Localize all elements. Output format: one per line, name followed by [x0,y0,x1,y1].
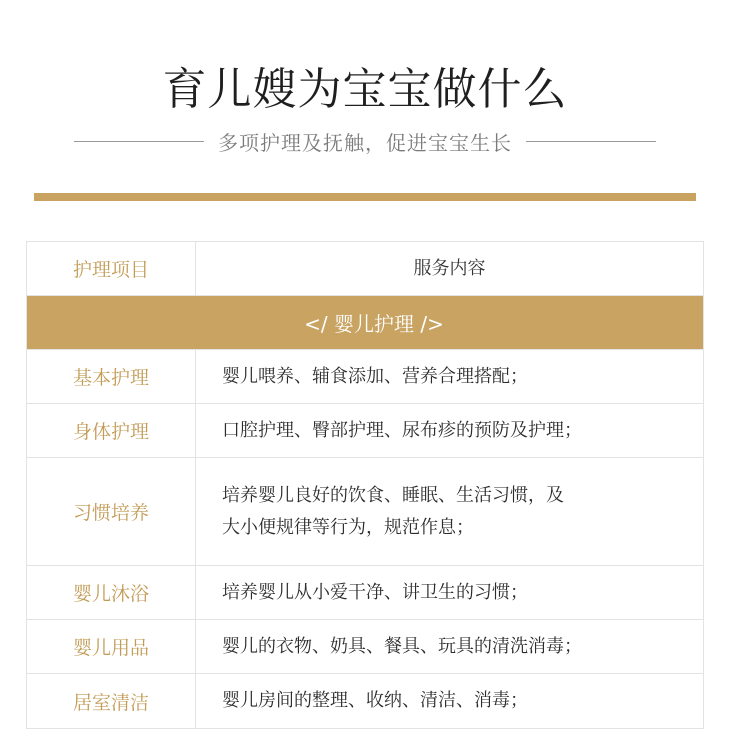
row-item-label: 基本护理 [27,350,196,403]
header-care-item: 护理项目 [27,242,196,295]
row-content: 婴儿房间的整理、收纳、清洁、消毒； [222,690,528,711]
page-title: 育儿嫂为宝宝做什么 [162,64,568,115]
row-item-label: 婴儿用品 [27,620,196,673]
row-content-line-1: 培养婴儿良好的饮食、睡眠、生活习惯，及 [222,484,564,506]
table-row [27,404,703,458]
row-content [196,458,703,565]
section-label: </ 婴儿护理 /> [304,312,444,336]
subtitle-right-rule [526,141,656,142]
table-header-row [27,242,703,296]
header-service-content: 服务内容 [413,257,486,279]
row-content: 婴儿的衣物、奶具、餐具、玩具的清洗消毒； [222,635,582,657]
section-header-infant-care [27,296,703,350]
table-row [27,458,703,566]
page-subtitle: 多项护理及抚触，促进宝宝生长 [218,130,512,155]
row-item-label: 婴儿沐浴 [27,566,196,619]
row-item-label: 习惯培养 [27,458,196,565]
row-item-label: 身体护理 [27,404,196,457]
row-content: 婴儿喂养、辅食添加、营养合理搭配； [222,365,528,387]
subtitle-row [74,128,656,154]
row-content: 培养婴儿从小爱干净、讲卫生的习惯； [222,581,528,603]
table-row [27,620,703,674]
table-row [27,674,703,728]
row-content: 口腔护理、臀部护理、尿布疹的预防及护理； [222,419,582,441]
row-content-line-2: 大小便规律等行为，规范作息； [222,516,474,538]
table-row [27,566,703,620]
row-item-label: 居室清洁 [27,674,196,728]
subtitle-left-rule [74,141,204,142]
gold-divider-bar [34,193,696,201]
table-row [27,350,703,404]
service-table [26,241,704,729]
